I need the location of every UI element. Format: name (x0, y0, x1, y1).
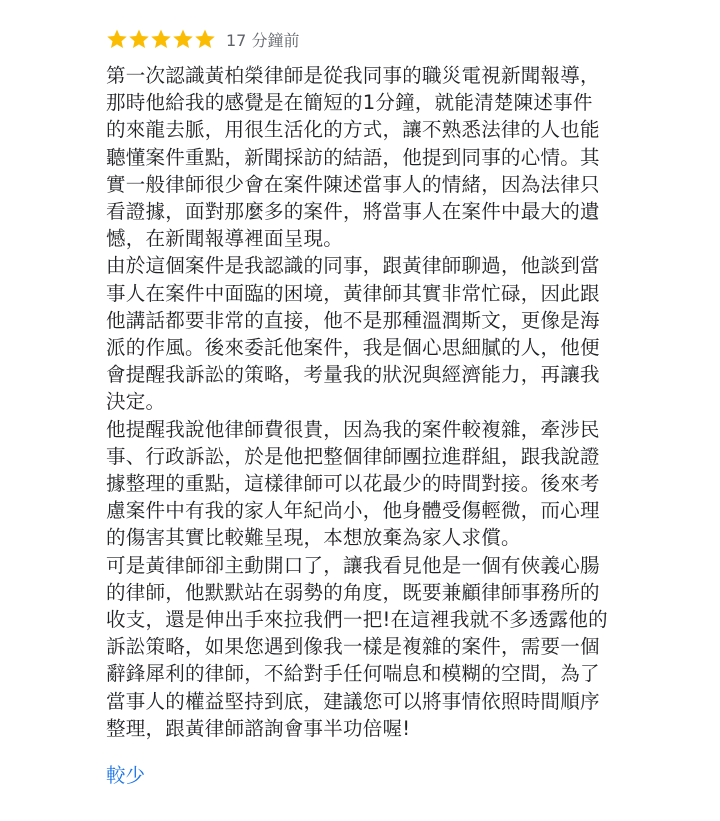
review-line: 的傷害其實比較難呈現，本想放棄為家人求償。 (106, 526, 521, 550)
review-line: 當事人的權益堅持到底，建議您可以將事情依照時間順序 (106, 689, 600, 713)
star-icon (150, 28, 172, 50)
review-line: 第一次認識黃柏榮律師是從我同事的職災電視新聞報導， (106, 64, 600, 87)
review-line: 收支，還是伸出手來拉我們一把!在這裡我就不多透露他的 (106, 608, 608, 632)
show-less-link[interactable]: 較少 (106, 764, 146, 787)
star-icon (172, 28, 194, 50)
review-line: 憾，在新聞報導裡面呈現。 (106, 227, 344, 251)
review-text (106, 62, 696, 742)
review-line: 那時他給我的感覺是在簡短的1分鐘，就能清楚陳述事件 (106, 91, 593, 115)
star-icon (106, 28, 128, 50)
review-line: 派的作風。後來委託他案件，我是個心思細膩的人，他便 (106, 336, 600, 360)
review-line: 實一般律師很少會在案件陳述當事人的情緒，因為法律只 (106, 172, 600, 196)
review-line: 辭鋒犀利的律師，不給對手任何喘息和模糊的空間，為了 (106, 662, 600, 686)
review-line: 事人在案件中面臨的困境，黃律師其實非常忙碌，因此跟 (106, 281, 600, 305)
review-line: 訴訟策略，如果您遇到像我一樣是複雜的案件，需要一個 (106, 635, 600, 659)
review-line: 的律師，他默默站在弱勢的角度，既要兼顧律師事務所的 (106, 580, 600, 604)
star-rating (106, 28, 216, 50)
review-line: 的來龍去脈，用很生活化的方式，讓不熟悉法律的人也能 (106, 118, 600, 142)
review-line: 決定。 (106, 390, 166, 414)
review-line: 慮案件中有我的家人年紀尚小，他身體受傷輕微，而心理 (106, 499, 600, 523)
review-line: 聽懂案件重點，新聞採訪的結語，他提到同事的心情。其 (106, 145, 600, 169)
review-line: 由於這個案件是我認識的同事，跟黃律師聊過，他談到當 (106, 254, 600, 278)
review-line: 看證據，面對那麼多的案件，將當事人在案件中最大的遺 (106, 200, 600, 224)
review-line: 會提醒我訴訟的策略，考量我的狀況與經濟能力，再讓我 (106, 363, 600, 387)
review-line: 他提醒我說他律師費很貴，因為我的案件較複雜，牽涉民 (106, 417, 600, 441)
review-line: 據整理的重點，這樣律師可以花最少的時間對接。後來考 (106, 472, 600, 496)
review-line: 事、行政訴訟，於是他把整個律師團拉進群組，跟我說證 (106, 444, 600, 468)
review-line: 可是黃律師卻主動開口了，讓我看見他是一個有俠義心腸 (106, 553, 600, 577)
star-icon (128, 28, 150, 50)
review-time: 17 分鐘前 (226, 30, 300, 50)
review-line: 整理，跟黃律師諮詢會事半功倍喔! (106, 716, 411, 740)
review-header (106, 26, 299, 52)
star-icon (194, 28, 216, 50)
review-line: 他講話都要非常的直接，他不是那種溫潤斯文，更像是海 (106, 308, 600, 332)
